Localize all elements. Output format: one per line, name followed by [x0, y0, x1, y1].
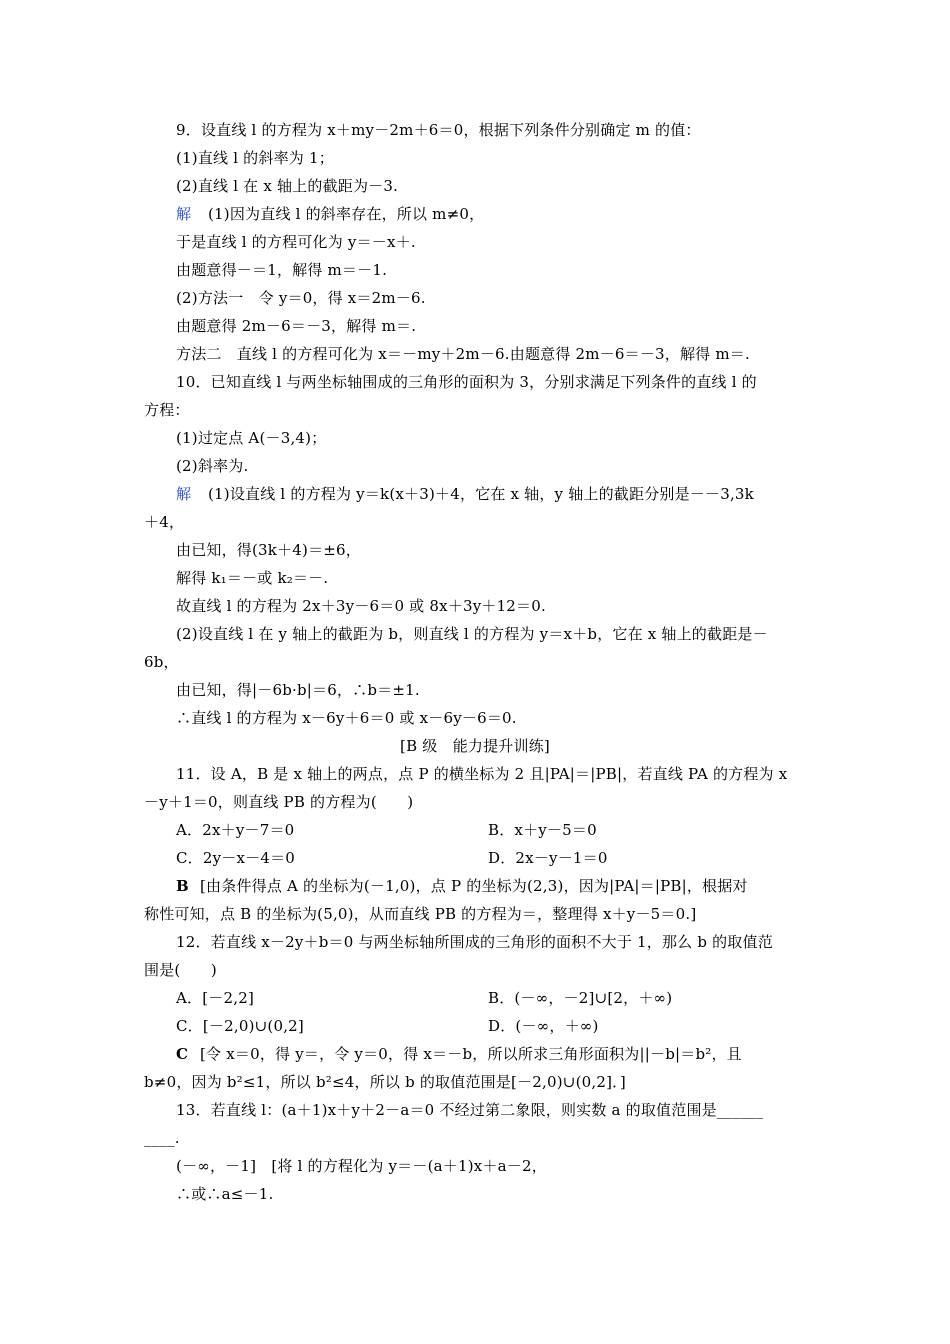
text-line: 由已知，得|－6b·b|＝6，∴b＝±1. — [176, 681, 420, 699]
text-line: 11．设 A，B 是 x 轴上的两点，点 P 的横坐标为 2 且|PA|＝|PB|，若直线 PA 的方程为 x — [176, 765, 788, 783]
text-line: (2)直线 l 在 x 轴上的截距为－3. — [176, 177, 399, 195]
text-line: A．[－2,2] — [176, 989, 254, 1007]
answer-choice-label: B — [176, 877, 189, 895]
text-line: 于是直线 l 的方程可化为 y＝－x＋. — [176, 233, 416, 251]
text-line: (2)方法一 令 y＝0，得 x＝2m－6. — [176, 289, 426, 307]
text-line: b≠0，因为 b²≤1，所以 b²≤4，所以 b 的取值范围是[－2,0)∪(0,2]．] — [144, 1073, 626, 1091]
text-line: 10．已知直线 l 与两坐标轴围成的三角形的面积为 3，分别求满足下列条件的直线 l 的 — [176, 373, 757, 391]
text-line: 方程： — [144, 401, 190, 419]
text-line: C．2y－x－4＝0 — [176, 849, 296, 867]
text-line: ＋4， — [144, 513, 185, 531]
text-line: (1)过定点 A(－3,4)； — [176, 429, 327, 447]
text-line: [令 x＝0，得 y＝，令 y＝0，得 x＝－b，所以所求三角形面积为||－b|＝b²，且 — [200, 1045, 742, 1063]
text-line: 围是( ) — [144, 961, 217, 979]
text-line: (1)设直线 l 的方程为 y＝k(x＋3)＋4，它在 x 轴，y 轴上的截距分别是－－3,3k — [208, 485, 754, 503]
text-line: 13．若直线 l：(a＋1)x＋y＋2－a＝0 不经过第二象限，则实数 a 的取值范围是______ — [176, 1101, 764, 1119]
text-line: 由已知，得(3k＋4)＝±6， — [176, 541, 361, 559]
text-line: D．(－∞，＋∞) — [488, 1017, 599, 1035]
text-line: D．2x－y－1＝0 — [488, 849, 608, 867]
text-line: (－∞，－1] [将 l 的方程化为 y＝－(a＋1)x＋a－2， — [176, 1157, 547, 1175]
section-heading: [B 级 能力提升训练] — [400, 737, 550, 755]
text-line: A．2x＋y－7＝0 — [176, 821, 295, 839]
text-line: 9．设直线 l 的方程为 x＋my－2m＋6＝0，根据下列条件分别确定 m 的值： — [176, 121, 701, 139]
text-line: (2)设直线 l 在 y 轴上的截距为 b，则直线 l 的方程为 y＝x＋b，它在 x 轴上的截距是－ — [176, 625, 768, 643]
text-line: (1)直线 l 的斜率为 1； — [176, 149, 334, 167]
answer-choice-label: C — [176, 1045, 189, 1063]
text-line: 故直线 l 的方程为 2x＋3y－6＝0 或 8x＋3y＋12＝0. — [176, 597, 546, 615]
text-line: 称性可知，点 B 的坐标为(5,0)，从而直线 PB 的方程为＝，整理得 x＋y－5＝0.] — [144, 905, 697, 923]
text-line: B．(－∞，－2]∪[2，＋∞) — [488, 989, 673, 1007]
text-line: ∴或∴a≤－1. — [176, 1185, 274, 1203]
solution-marker: 解 — [176, 485, 192, 503]
text-line: ____. — [144, 1129, 180, 1147]
text-line: 12．若直线 x－2y＋b＝0 与两坐标轴所围成的三角形的面积不大于 1，那么 b 的取值范 — [176, 933, 773, 951]
text-line: 6b， — [144, 653, 179, 671]
text-line: ∴直线 l 的方程为 x－6y＋6＝0 或 x－6y－6＝0. — [176, 709, 517, 727]
text-line: B．x＋y－5＝0 — [488, 821, 597, 839]
text-line: 由题意得－＝1，解得 m＝－1. — [176, 261, 388, 279]
text-line: 由题意得 2m－6＝－3，解得 m＝. — [176, 317, 417, 335]
text-line: 方法二 直线 l 的方程可化为 x＝－my＋2m－6.由题意得 2m－6＝－3，解得 m＝. — [176, 345, 750, 363]
text-line: －y＋1＝0，则直线 PB 的方程为( ) — [144, 793, 414, 811]
text-line: C．[－2,0)∪(0,2] — [176, 1017, 304, 1035]
solution-marker: 解 — [176, 205, 192, 223]
text-line: [由条件得点 A 的坐标为(－1,0)，点 P 的坐标为(2,3)，因为|PA|＝|PB|，根据对 — [200, 877, 748, 895]
text-line: (1)因为直线 l 的斜率存在，所以 m≠0， — [208, 205, 485, 223]
text-line: 解得 k₁＝－或 k₂＝－. — [176, 569, 329, 587]
text-line: (2)斜率为. — [176, 457, 249, 475]
